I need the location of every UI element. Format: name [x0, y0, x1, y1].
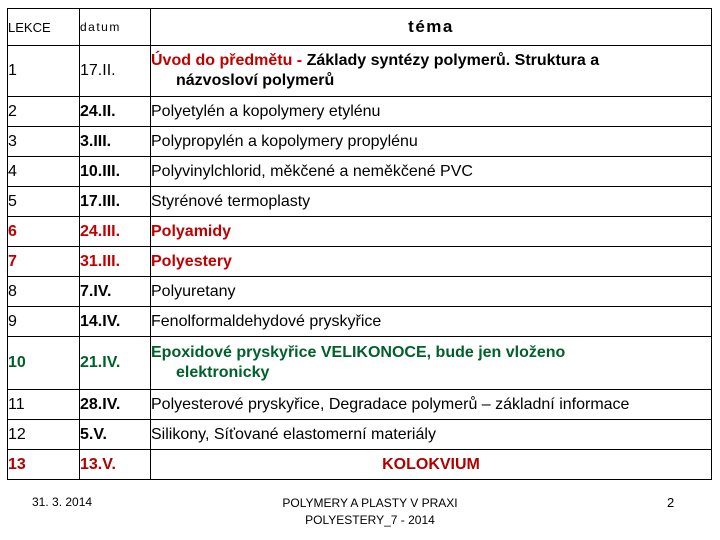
lesson-date: 10.III.	[80, 157, 151, 187]
lesson-date: 3.III.	[80, 127, 151, 157]
lesson-number: 10	[8, 337, 80, 390]
header-tema: téma	[151, 9, 712, 46]
footer-course-title: POLYMERY A PLASTY V PRAXI	[282, 496, 458, 510]
lesson-number: 12	[8, 420, 80, 450]
table-row	[8, 247, 712, 277]
table-row	[8, 97, 712, 127]
lesson-date: 7.IV.	[80, 277, 151, 307]
table-row	[8, 390, 712, 420]
lesson-date: 13.V.	[80, 450, 151, 480]
schedule-table	[7, 8, 712, 480]
lesson-topic	[151, 337, 712, 390]
table-row	[8, 337, 712, 390]
table-row	[8, 420, 712, 450]
header-datum: datum	[80, 9, 151, 46]
lesson-topic: Polyamidy	[151, 217, 712, 247]
lesson-date: 17.II.	[80, 46, 151, 97]
footer-course-subtitle: POLYESTERY_7 - 2014	[305, 513, 435, 527]
lesson-number: 8	[8, 277, 80, 307]
table-row	[8, 127, 712, 157]
lesson-number: 11	[8, 390, 80, 420]
table-row	[8, 450, 712, 480]
topic-text-line2: elektronicky	[176, 364, 270, 381]
table-row	[8, 217, 712, 247]
table-row	[8, 277, 712, 307]
lesson-date: 17.III.	[80, 187, 151, 217]
topic-text: Základy syntézy polymerů. Struktura a	[306, 52, 600, 69]
table-row	[8, 46, 712, 97]
table-row	[8, 307, 712, 337]
lesson-date: 21.IV.	[80, 337, 151, 390]
lesson-topic: Polyvinylchlorid, měkčené a neměkčené PVC	[151, 157, 712, 187]
lesson-topic: KOLOKVIUM	[151, 450, 712, 480]
page-number: 2	[667, 495, 675, 510]
lesson-number: 13	[8, 450, 80, 480]
lesson-date: 28.IV.	[80, 390, 151, 420]
topic-highlight: Úvod do předmětu -	[151, 52, 307, 69]
lesson-number: 9	[8, 307, 80, 337]
lesson-topic: Fenolformaldehydové pryskyřice	[151, 307, 712, 337]
table-row	[8, 187, 712, 217]
lesson-date: 24.II.	[80, 97, 151, 127]
header-lekce: LEKCE	[8, 9, 80, 46]
lesson-date: 31.III.	[80, 247, 151, 277]
lesson-date: 14.IV.	[80, 307, 151, 337]
lesson-topic: Polyestery	[151, 247, 712, 277]
lesson-number: 3	[8, 127, 80, 157]
footer-date: 31. 3. 2014	[32, 495, 93, 509]
footer-course	[215, 495, 525, 529]
lesson-number: 4	[8, 157, 80, 187]
header-row	[8, 9, 712, 46]
lesson-number: 7	[8, 247, 80, 277]
lesson-number: 5	[8, 187, 80, 217]
lesson-topic: Silikony, Síťované elastomerní materiály	[151, 420, 712, 450]
lesson-topic	[151, 46, 712, 97]
lesson-number: 2	[8, 97, 80, 127]
lesson-topic: Polyuretany	[151, 277, 712, 307]
table-row	[8, 157, 712, 187]
lesson-date: 5.V.	[80, 420, 151, 450]
lesson-topic: Polyetylén a kopolymery etylénu	[151, 97, 712, 127]
topic-text-line2: názvosloví polymerů	[176, 72, 335, 89]
lesson-topic: Styrénové termoplasty	[151, 187, 712, 217]
topic-text: Epoxidové pryskyřice VELIKONOCE, bude jen vloženo	[151, 344, 566, 361]
lesson-topic: Polyesterové pryskyřice, Degradace polymerů – základní informace	[151, 390, 712, 420]
lesson-number: 1	[8, 46, 80, 97]
lesson-topic: Polypropylén a kopolymery propylénu	[151, 127, 712, 157]
lesson-number: 6	[8, 217, 80, 247]
lesson-date: 24.III.	[80, 217, 151, 247]
